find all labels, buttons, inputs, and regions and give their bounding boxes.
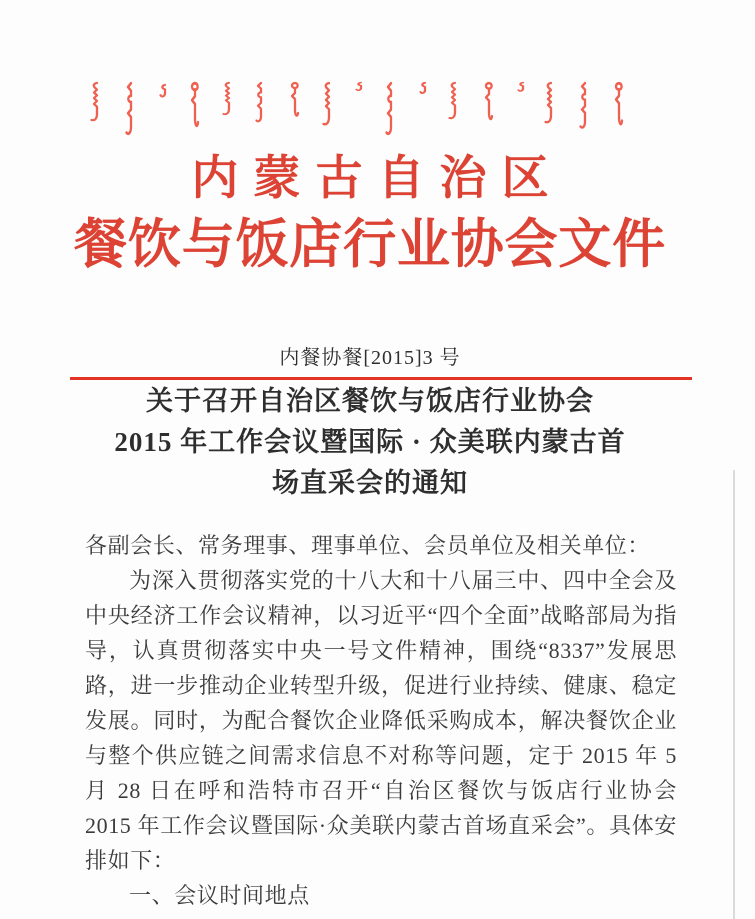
- salutation: 各副会长、常务理事、理事单位、会员单位及相关单位：: [85, 533, 651, 558]
- scan-artifact-line: [733, 470, 735, 919]
- section-heading: 一、会议时间地点: [129, 883, 310, 908]
- red-divider-line: [70, 377, 692, 380]
- notice-title-line-1: 关于召开自治区餐饮与饭店行业协会: [146, 386, 594, 416]
- notice-title-line-2: 2015 年工作会议暨国际 · 众美联内蒙古首: [114, 427, 626, 457]
- notice-title-line-3: 场直采会的通知: [272, 468, 468, 498]
- document-body: [85, 528, 677, 913]
- body-paragraph: 为深入贯彻落实党的十八大和十八届三中、四中全会及中央经济工作会议精神，以习近平“四个全面”战略部局为指导，认真贯彻落实中央一号文件精神，围绕“8337”发展思路，进一步推动企业转型升级，促进行业持续、健康、稳定发展。同时，为配合餐饮企业降低采购成本，解决餐饮企业与整个供应链之间需求信息不对称等问题，定于 2015 年 5 月 28 日在呼和浩特市召开“自治区餐饮与饭店行业协会 2015 年工作会议暨国际·众美联内蒙古首场直采会”。具体安排如下：: [85, 568, 677, 873]
- doc-number: 内餐协餐[2015]3 号: [279, 347, 461, 369]
- notice-title: [0, 381, 740, 504]
- org-name-line-1: 内蒙古自治区: [191, 153, 564, 205]
- org-name-line-2: 餐饮与饭店行业协会文件: [74, 216, 666, 274]
